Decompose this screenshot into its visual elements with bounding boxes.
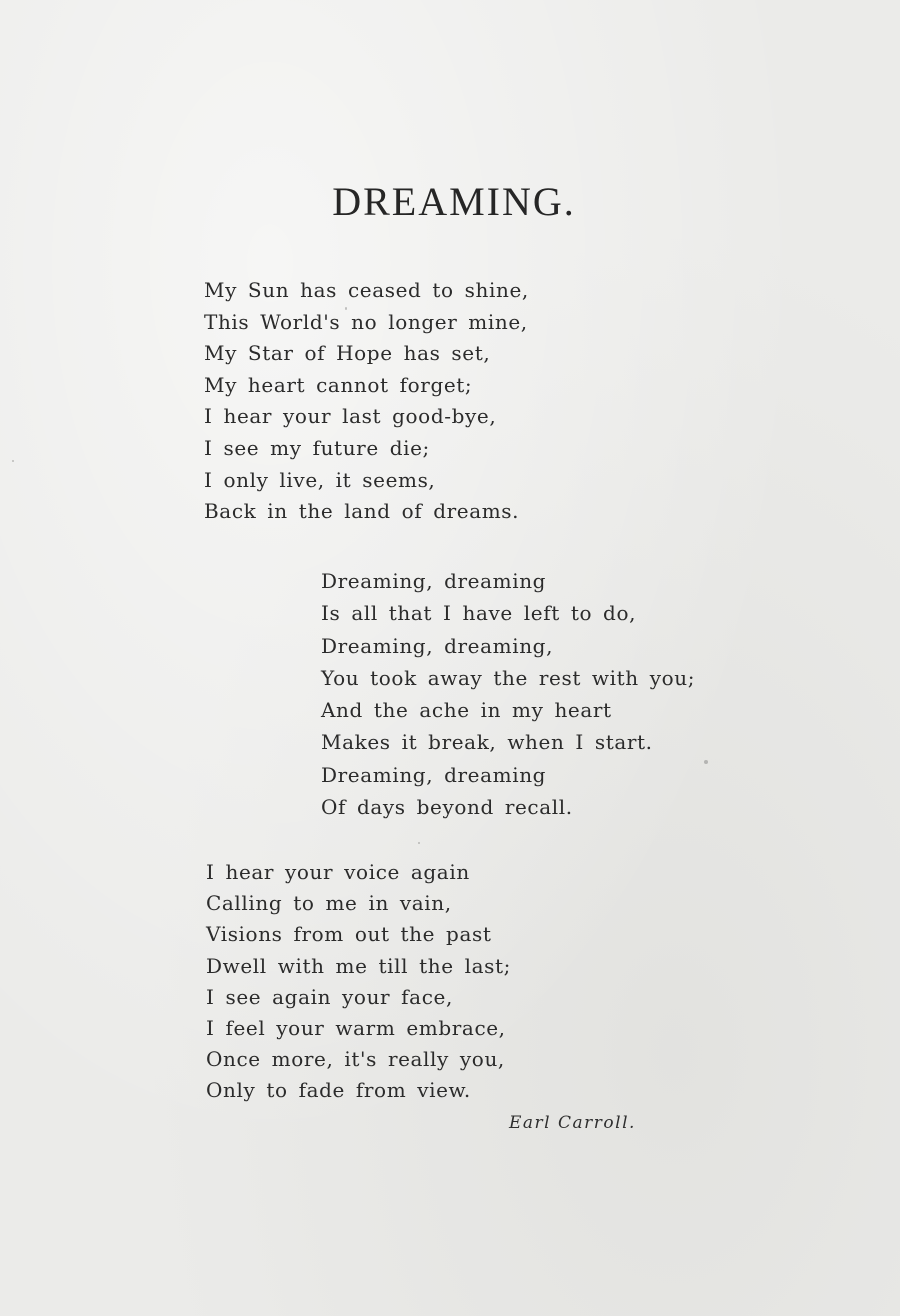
paper-speck xyxy=(704,760,708,764)
poem-line: I hear your last good-bye, xyxy=(204,404,497,429)
poem-line: I hear your voice again xyxy=(206,860,470,884)
stanza-3 xyxy=(206,857,511,1107)
poem-line: You took away the rest with you; xyxy=(321,665,696,690)
poem-line: Once more, it's really you, xyxy=(206,1047,505,1072)
poem-line: My Star of Hope has set, xyxy=(204,341,491,366)
poem-line: I feel your warm embrace, xyxy=(206,1015,506,1040)
poem-line: Of days beyond recall. xyxy=(321,795,573,820)
poem-line: Dreaming, dreaming, xyxy=(321,633,554,658)
paper-speck xyxy=(418,842,420,844)
paper-speck xyxy=(12,460,14,462)
poem-line: Makes it break, when I start. xyxy=(321,730,653,755)
poem-line: And the ache in my heart xyxy=(321,698,612,723)
poem-line: Calling to me in vain, xyxy=(206,891,452,916)
poem-line: This World's no longer mine, xyxy=(204,309,528,334)
poem-line: Back in the land of dreams. xyxy=(204,499,520,524)
author-signature: Earl Carroll. xyxy=(509,1113,636,1133)
poem-line: I see again your face, xyxy=(206,984,453,1009)
stanza-1 xyxy=(204,275,529,528)
poem-line: My heart cannot forget; xyxy=(204,372,473,397)
poem-line: Visions from out the past xyxy=(206,922,492,947)
poem-line: Dwell with me till the last; xyxy=(206,953,511,978)
poem-line: I only live, it seems, xyxy=(204,467,436,492)
poem-line: My Sun has ceased to shine, xyxy=(204,278,529,302)
poem-title: DREAMING. xyxy=(332,179,576,224)
poem-line: Only to fade from view. xyxy=(206,1078,471,1103)
poem-line: Is all that I have left to do, xyxy=(321,601,637,626)
poem-line: Dreaming, dreaming xyxy=(321,762,547,787)
refrain-stanza xyxy=(321,565,695,823)
poem-line: I see my future die; xyxy=(204,435,430,460)
poem-line: Dreaming, dreaming xyxy=(321,569,547,593)
